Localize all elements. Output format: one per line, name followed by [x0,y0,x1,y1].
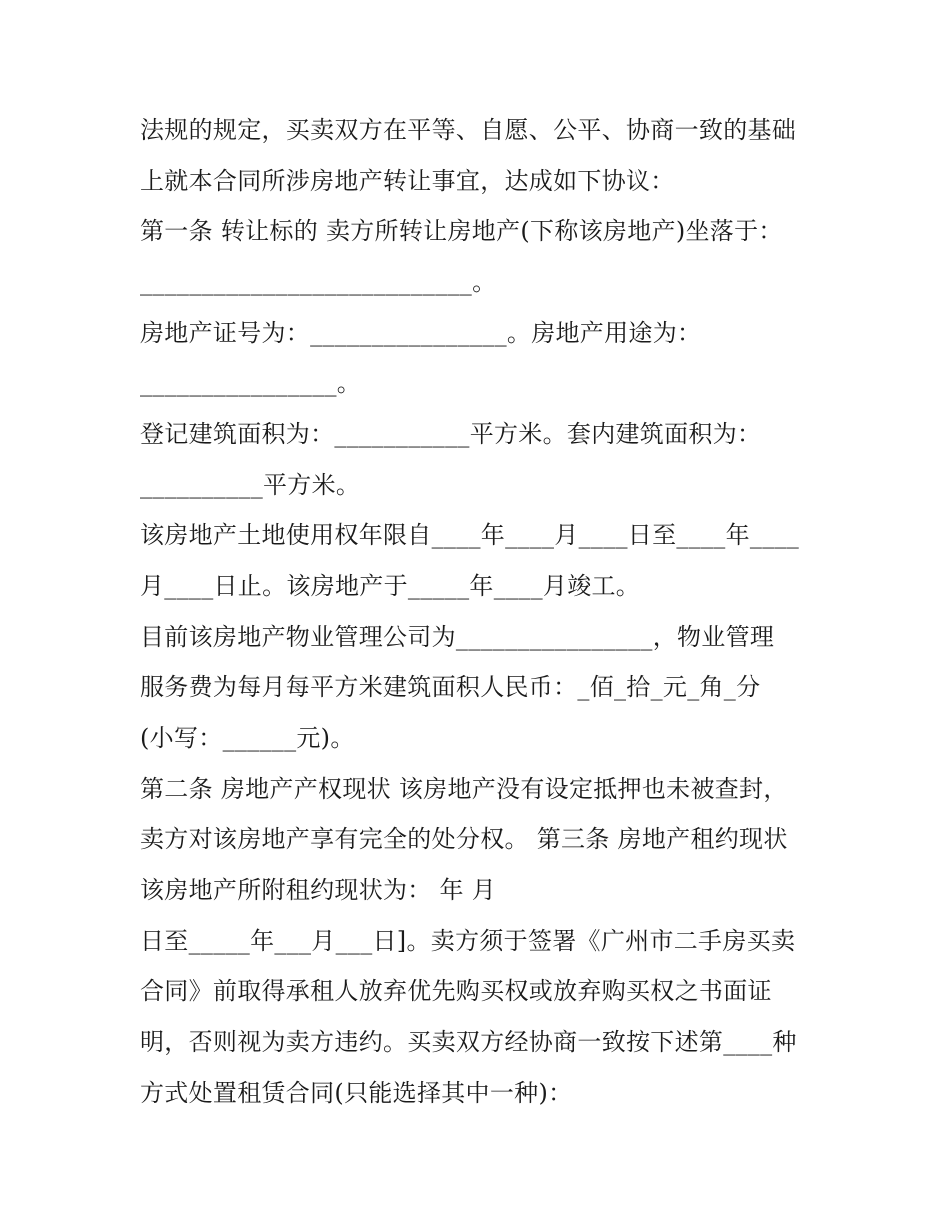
text-line: 明，否则视为卖方违约。买卖双方经协商一致按下述第____种 [140,1028,797,1056]
text-line: 卖方对该房地产享有完全的处分权。 第三条 房地产租约现状 [140,825,788,853]
text-line: 该房地产土地使用权年限自____年____月____日至____年____ [140,521,800,549]
text-line: 方式处置租赁合同(只能选择其中一种)： [140,1079,573,1107]
text-line: 该房地产所附租约现状为： 年 月 [140,876,497,904]
text-line: 合同》前取得承租人放弃优先购买权或放弃购买权之书面证 [140,977,772,1005]
text-line: 月____日止。该房地产于_____年____月竣工。 [140,572,641,600]
text-line: (小写：______元)。 [140,724,355,752]
blank-line: ___________________________。 [140,268,497,296]
text-line: 上就本合同所涉房地产转让事宜，达成如下协议： [140,167,675,195]
blank-line: ________________。 [140,369,362,397]
text-line: __________平方米。 [140,471,361,499]
text-line: 登记建筑面积为：___________平方米。套内建筑面积为： [140,420,762,448]
article-heading-line: 第二条 房地产产权现状 该房地产没有设定抵押也未被查封， [140,775,788,803]
text-line: 房地产证号为：________________。房地产用途为： [140,319,702,347]
text-line: 目前该房地产物业管理公司为________________，物业管理 [140,623,775,651]
text-line: 法规的规定，买卖双方在平等、自愿、公平、协商一致的基础 [140,116,797,144]
article-heading-line: 第一条 转让标的 卖方所转让房地产(下称该房地产)坐落于： [140,217,783,245]
text-line: 服务费为每月每平方米建筑面积人民币：_佰_拾_元_角_分 [140,673,761,701]
text-line: 日至_____年___月___日]。卖方须于签署《广州市二手房买卖 [140,927,796,955]
